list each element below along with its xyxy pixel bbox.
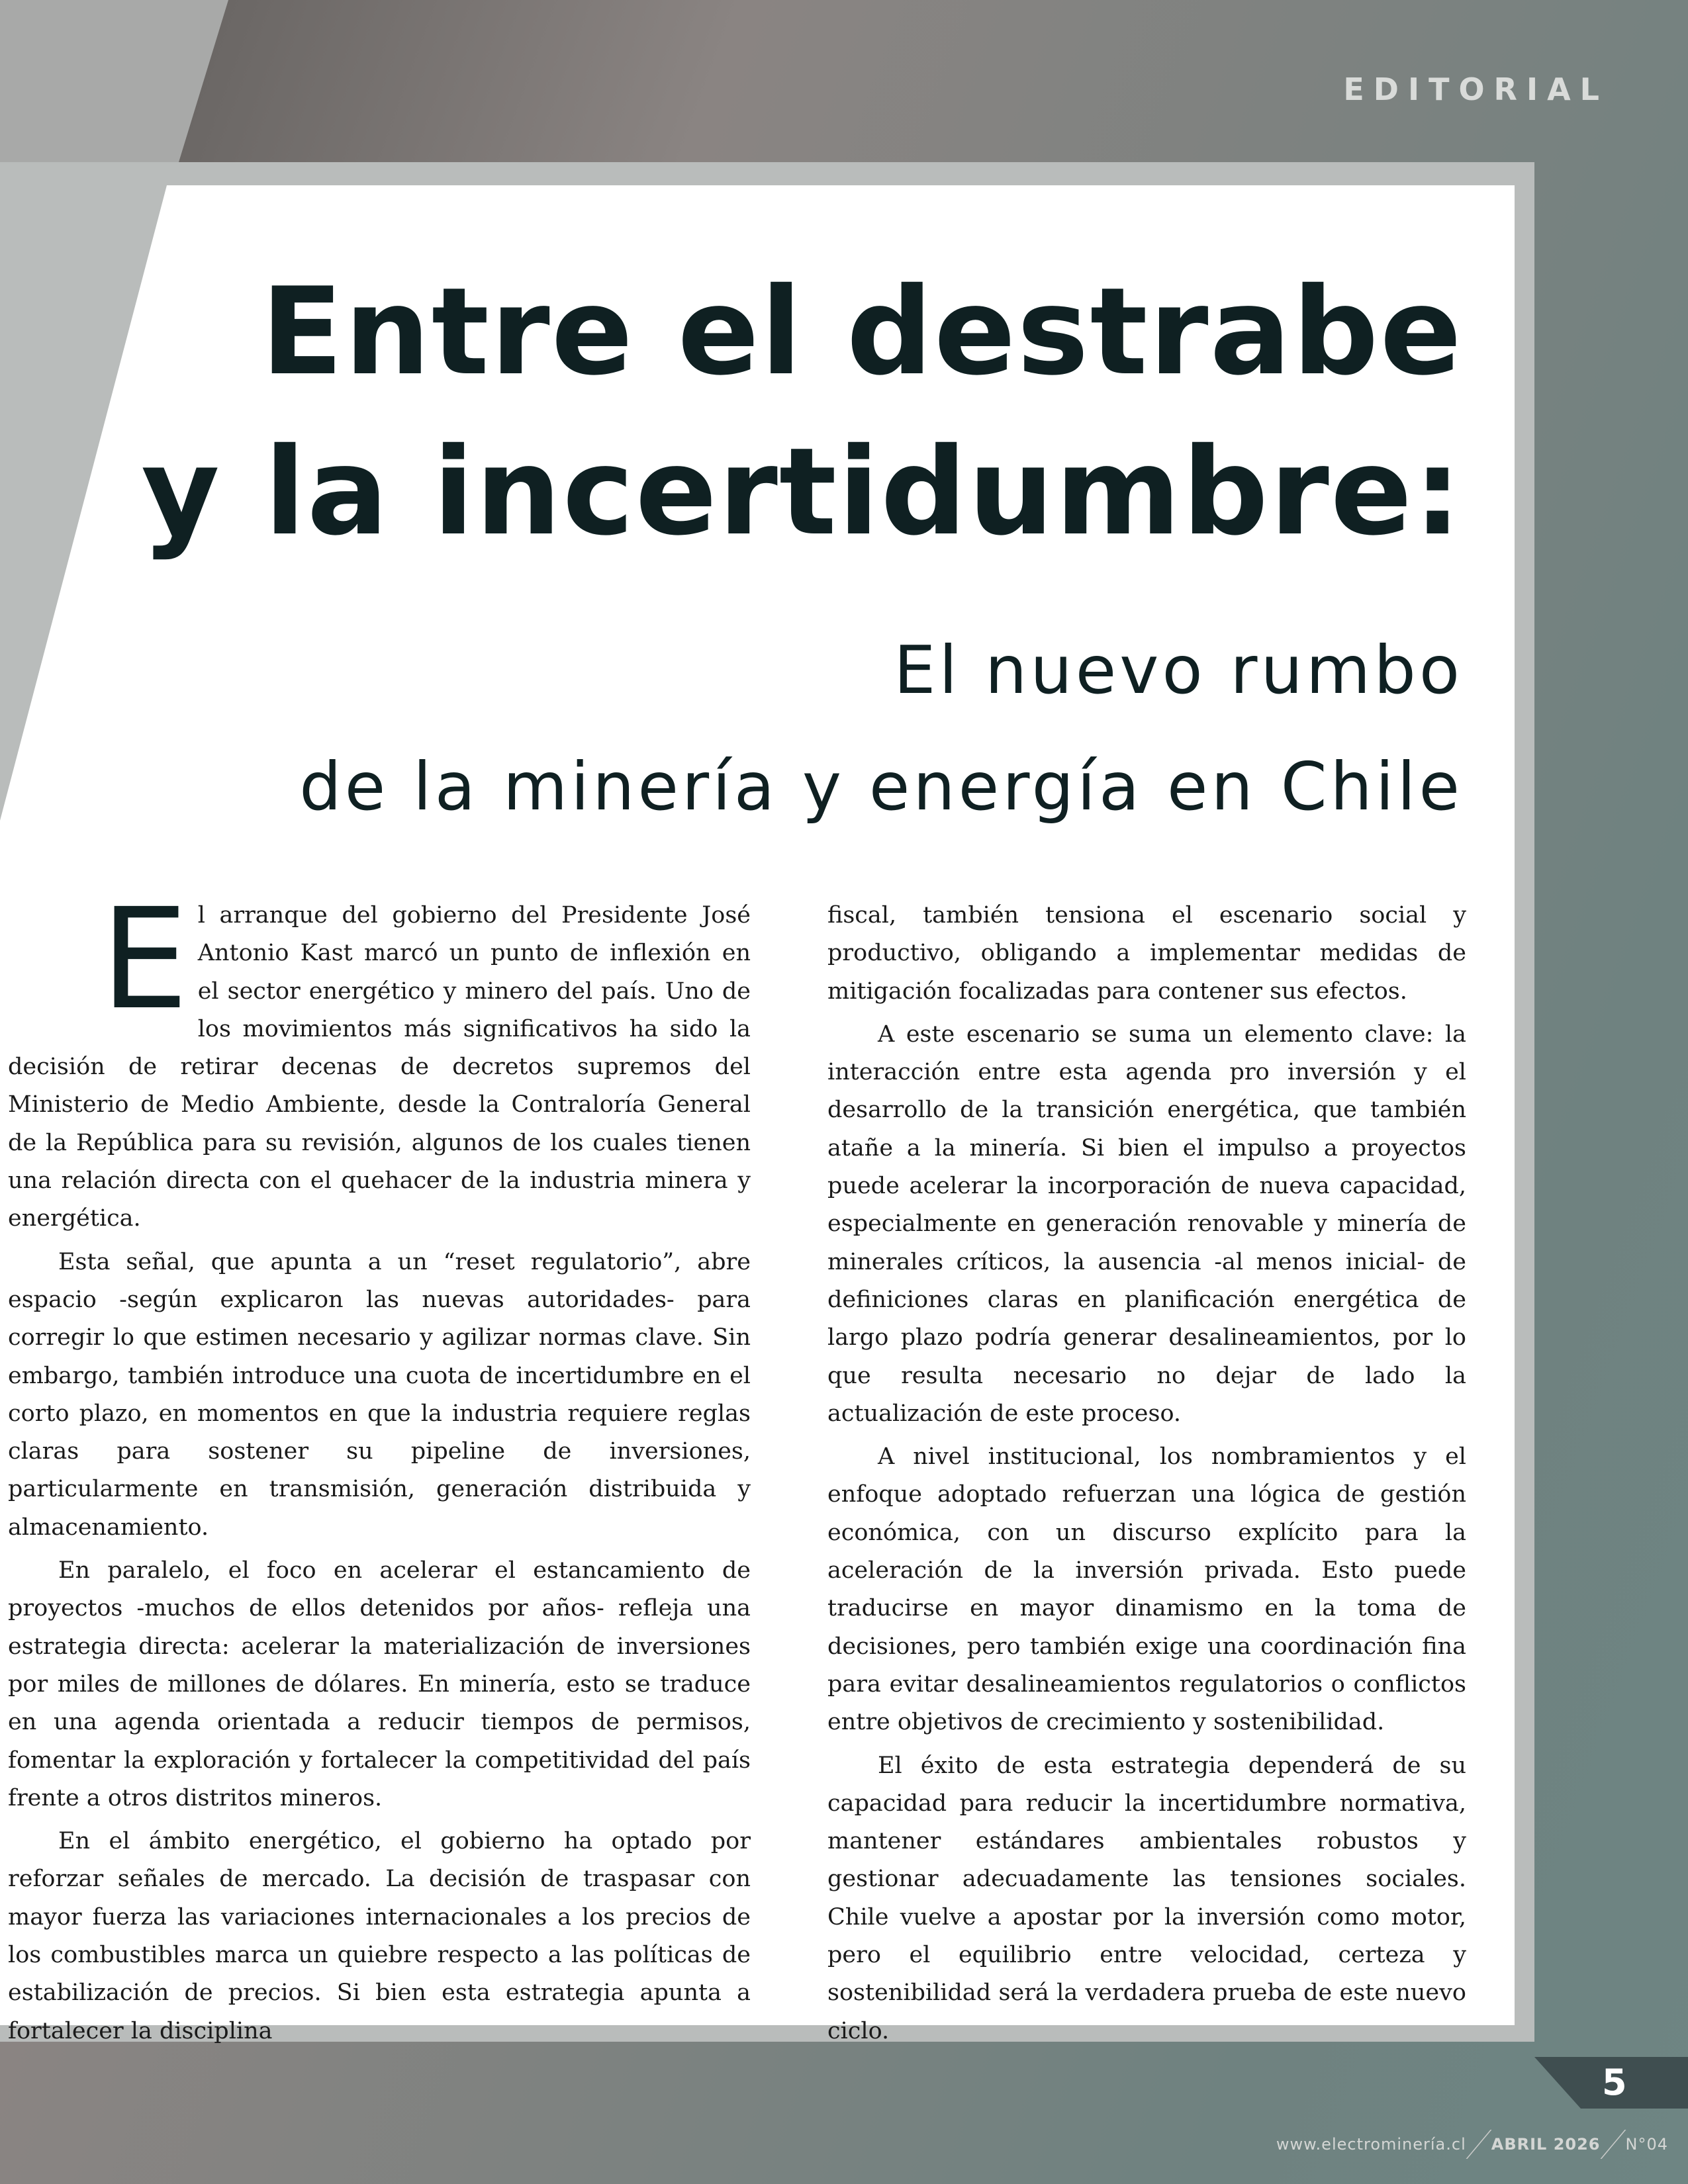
paragraph: l arranque del gobierno del Presidente José Antonio Kast marcó un punto de inflexión en el sector energético y minero del país. Uno de los movimientos más significativos ha sido la decisión de retirar decenas de decretos supremos del Ministerio de Medio Ambiente, desde la Contraloría General de la República para su revisión, algunos de los cuales tienen una relación directa con el quehacer de la industria minera y energética. (8, 902, 751, 1232)
page-footer (1276, 2130, 1668, 2159)
article-subtitle (7, 612, 1463, 845)
paragraph: A nivel institucional, los nombramientos y el enfoque adoptado refuerzan una lógica de gestión económica, con un discurso explícito para la aceleración de la inversión privada. Esto puede traducirse en mayor dinamismo en la toma de decisiones, pero también exige una coordinación fina para evitar desalineamientos regulatorios o conflictos entre objetivos de crecimiento y sostenibilidad. (827, 1443, 1466, 1736)
paragraph: A este escenario se suma un elemento clave: la interacción entre esta agenda pro inversión y el desarrollo de la transición energética, que también atañe a la minería. Si bien el impulso a proyectos puede acelerar la incorporación de nueva capacidad, especialmente en generación renovable y minería de minerales críticos, la ausencia -al menos inicial- de definiciones claras en planificación energética de largo plazo podría generar desalineamientos, por lo que resulta necesario no dejar de lado la actualización de este proceso. (827, 1021, 1466, 1427)
footer-divider (1600, 2130, 1626, 2159)
drop-cap: E (101, 878, 189, 1040)
subtitle-line: de la minería y energía en Chile (299, 748, 1463, 825)
subtitle-line: El nuevo rumbo (894, 631, 1463, 709)
issue-number: N°04 (1625, 2135, 1668, 2154)
left-column (8, 878, 751, 2056)
footer-divider (1466, 2130, 1491, 2159)
paragraph: En el ámbito energético, el gobierno ha optado por reforzar señales de mercado. La decisión de traspasar con mayor fuerza las variaciones internacionales a los precios de los combustibles marca un quiebre respecto a las políticas de estabilización de precios. Si bien esta estrategia apunta a fortalecer la disciplina (8, 1828, 751, 2044)
paragraph: Esta señal, que apunta a un “reset regulatorio”, abre espacio -según explicaron las nuevas autoridades- para corregir lo que estimen necesario y agilizar normas clave. Sin embargo, también introduce una cuota de incertidumbre en el corto plazo, en momentos en que la industria requiere reglas claras para sostener su pipeline de inversiones, particularmente en transmisión, generación distribuida y almacenamiento. (8, 1248, 751, 1541)
page-number: 5 (1602, 2062, 1627, 2103)
issue-date: ABRIL 2026 (1491, 2135, 1601, 2154)
website-url: www.electrominería.cl (1276, 2135, 1466, 2154)
paragraph: En paralelo, el foco en acelerar el estancamiento de proyectos -muchos de ellos detenidos por años- refleja una estrategia directa: acelerar la materialización de inversiones por miles de millones de dólares. En minería, esto se traduce en una agenda orientada a reducir tiempos de permisos, fomentar la exploración y fortalecer la competitividad del país frente a otros distritos mineros. (8, 1557, 751, 1811)
right-column (827, 897, 1466, 2056)
section-label: EDITORIAL (1343, 71, 1609, 107)
article-title: Entre el destrabe y la incertidumbre: (141, 261, 1463, 562)
paragraph: fiscal, también tensiona el escenario social y productivo, obligando a implementar medidas de mitigación focalizadas para contener sus efectos. (827, 902, 1466, 1005)
paragraph: El éxito de esta estrategia dependerá de su capacidad para reducir la incertidumbre normativa, mantener estándares ambientales robustos y gestionar adecuadamente las tensiones sociales. Chile vuelve a apostar por la inversión como motor, pero el equilibrio entre velocidad, certeza y sostenibilidad será la verdadera prueba de este nuevo ciclo. (827, 1752, 1466, 2044)
